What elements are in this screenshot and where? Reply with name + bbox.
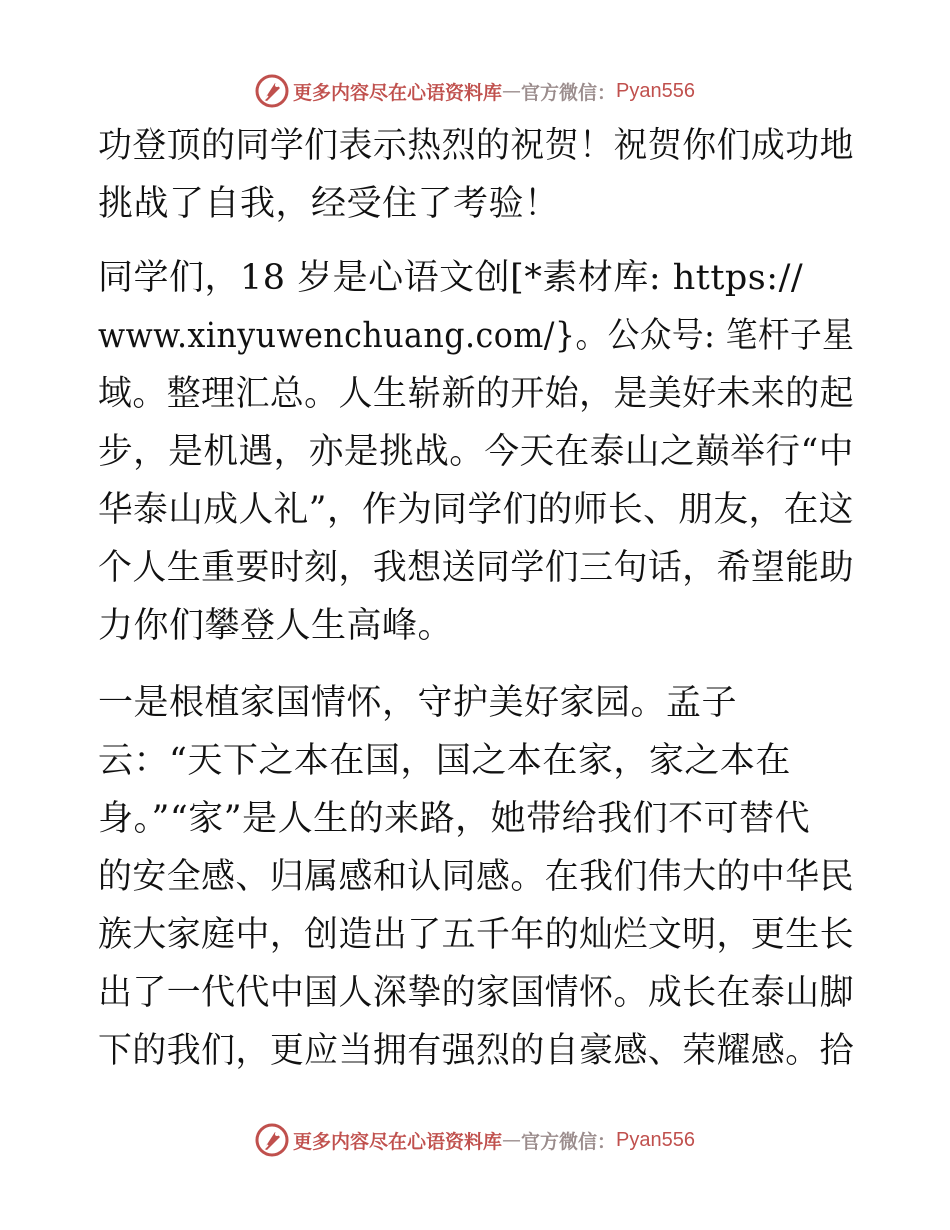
footer-banner-main: 更多内容尽在心语资料库 [293, 1130, 503, 1153]
body-line: 族大家庭中，创造出了五千年的灿烂文明，更生长 [98, 915, 855, 955]
pen-nib-logo-icon [255, 74, 289, 108]
body-line: 出了一代代中国人深挚的家国情怀。成长在泰山脚 [98, 973, 855, 1013]
header-banner [0, 71, 950, 111]
body-line: 身。”“家”是人生的来路，她带给我们不可替代 [98, 799, 811, 839]
body-line: 步，是机遇，亦是挑战。今天在泰山之巅举行“中 [98, 432, 854, 472]
footer-wechat-id: Pyan556 [616, 1128, 695, 1151]
footer-banner-separator: — [502, 1129, 522, 1151]
body-line: www.xinyuwenchuang.com/}。公众号: 笔杆子星 [98, 316, 855, 356]
footer-banner [0, 1120, 950, 1160]
body-line: 挑战了自我，经受住了考验！ [98, 184, 560, 224]
body-line: 个人生重要时刻，我想送同学们三句话，希望能助 [98, 548, 855, 588]
body-line: 域。整理汇总。人生崭新的开始，是美好未来的起 [98, 374, 855, 414]
footer-banner-label: 官方微信： [521, 1130, 617, 1153]
body-line: 功登顶的同学们表示热烈的祝贺！祝贺你们成功地 [98, 126, 855, 166]
body-line: 云：“天下之本在国，国之本在家，家之本在 [98, 741, 791, 781]
body-line: 同学们，18 岁是心语文创[*素材库: https:// [98, 258, 804, 298]
header-banner-label: 官方微信： [521, 81, 617, 104]
header-banner-main: 更多内容尽在心语资料库 [293, 81, 503, 104]
pen-nib-logo-icon [255, 1123, 289, 1157]
body-line: 下的我们，更应当拥有强烈的自豪感、荣耀感。拾 [98, 1031, 855, 1071]
body-line: 一是根植家国情怀，守护美好家园。孟子 [98, 683, 738, 723]
body-line: 的安全感、归属感和认同感。在我们伟大的中华民 [98, 857, 855, 897]
body-line: 力你们攀登人生高峰。 [98, 606, 454, 646]
header-banner-separator: — [502, 80, 522, 102]
body-line: 华泰山成人礼”，作为同学们的师长、朋友，在这 [98, 490, 854, 530]
header-wechat-id: Pyan556 [616, 79, 695, 102]
